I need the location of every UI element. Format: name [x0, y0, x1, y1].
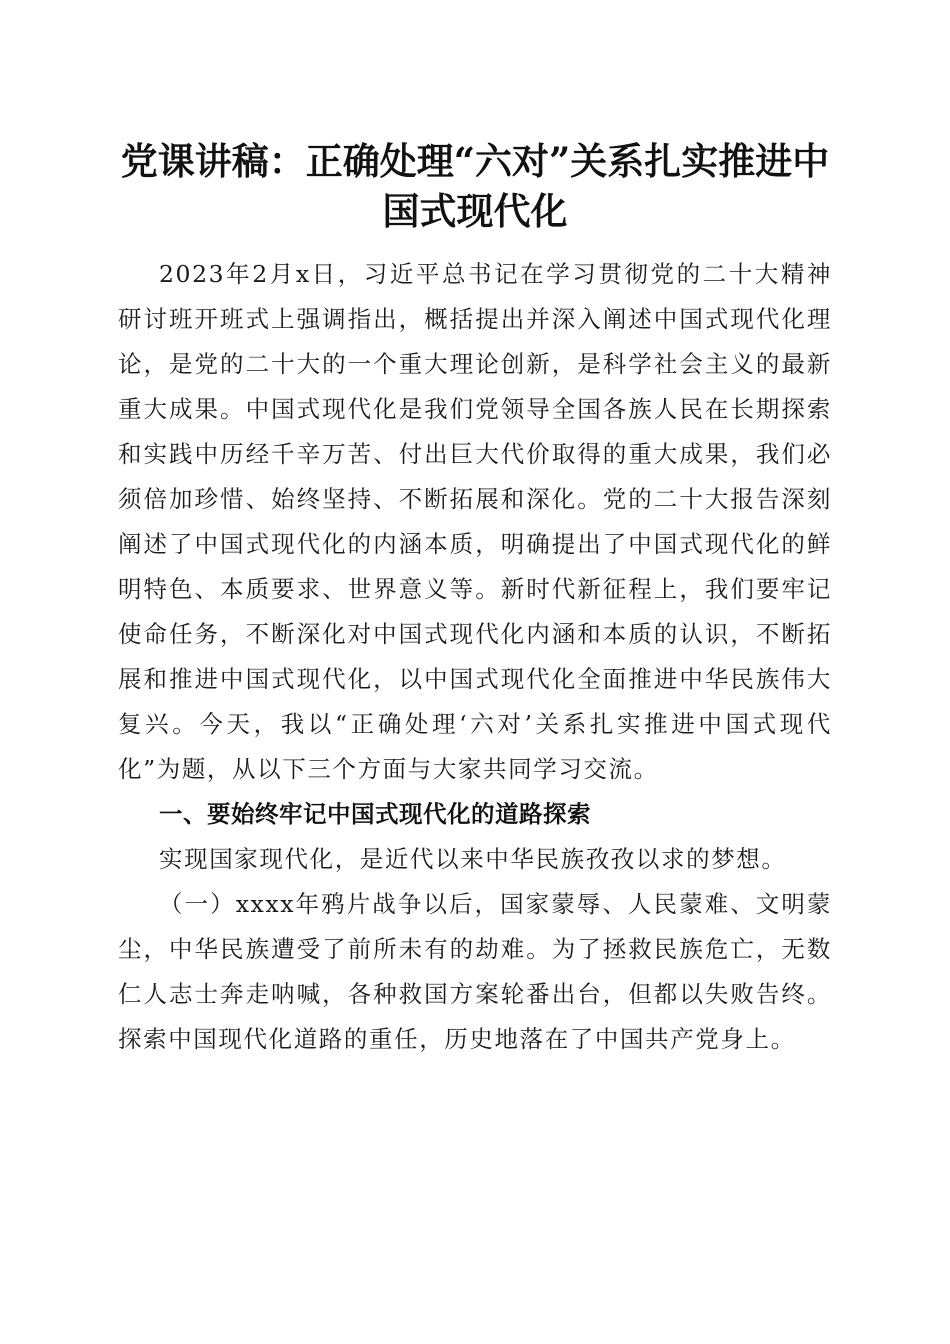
section-1-intro: 实现国家现代化，是近代以来中华民族孜孜以求的梦想。: [159, 845, 787, 873]
document-title: [80, 136, 870, 236]
title-line-2: 国式现代化: [382, 189, 568, 233]
title-line-1: 党课讲稿：正确处理“六对”关系扎实推进中: [120, 139, 830, 183]
intro-paragraph: 2023年2月x日，习近平总书记在学习贯彻党的二十大精神研讨班开班式上强调指出，概括提出并深入阐述中国式现代化理论，是党的二十大的一个重大理论创新，是科学社会主义的最新重大成果。中国式现代化是我们党领导全国各族人民在长期探索和实践中历经千辛万苦、付出巨大代价取得的重大成果，我们必须倍加珍惜、始终坚持、不断拓展和深化。党的二十大报告深刻阐述了中国式现代化的内涵本质，明确提出了中国式现代化的鲜明特色、本质要求、世界意义等。新时代新征程上，我们要牢记使命任务，不断深化对中国式现代化内涵和本质的认识，不断拓展和推进中国式现代化，以中国式现代化全面推进中华民族伟大复兴。今天，我以“正确处理‘六对’关系扎实推进中国式现代化”为题，从以下三个方面与大家共同学习交流。: [118, 260, 832, 783]
document-body: [118, 252, 832, 1062]
section-1-heading: 一、要始终牢记中国式现代化的道路探索: [159, 800, 591, 828]
section-1-subsection-1: （一）xxxx年鸦片战争以后，国家蒙辱、人民蒙难、文明蒙尘，中华民族遭受了前所未有的劫难。为了拯救民族危亡，无数仁人志士奔走呐喊，各种救国方案轮番出台，但都以失败告终。探索中国现代化道路的重任，历史地落在了中国共产党身上。: [118, 890, 832, 1053]
